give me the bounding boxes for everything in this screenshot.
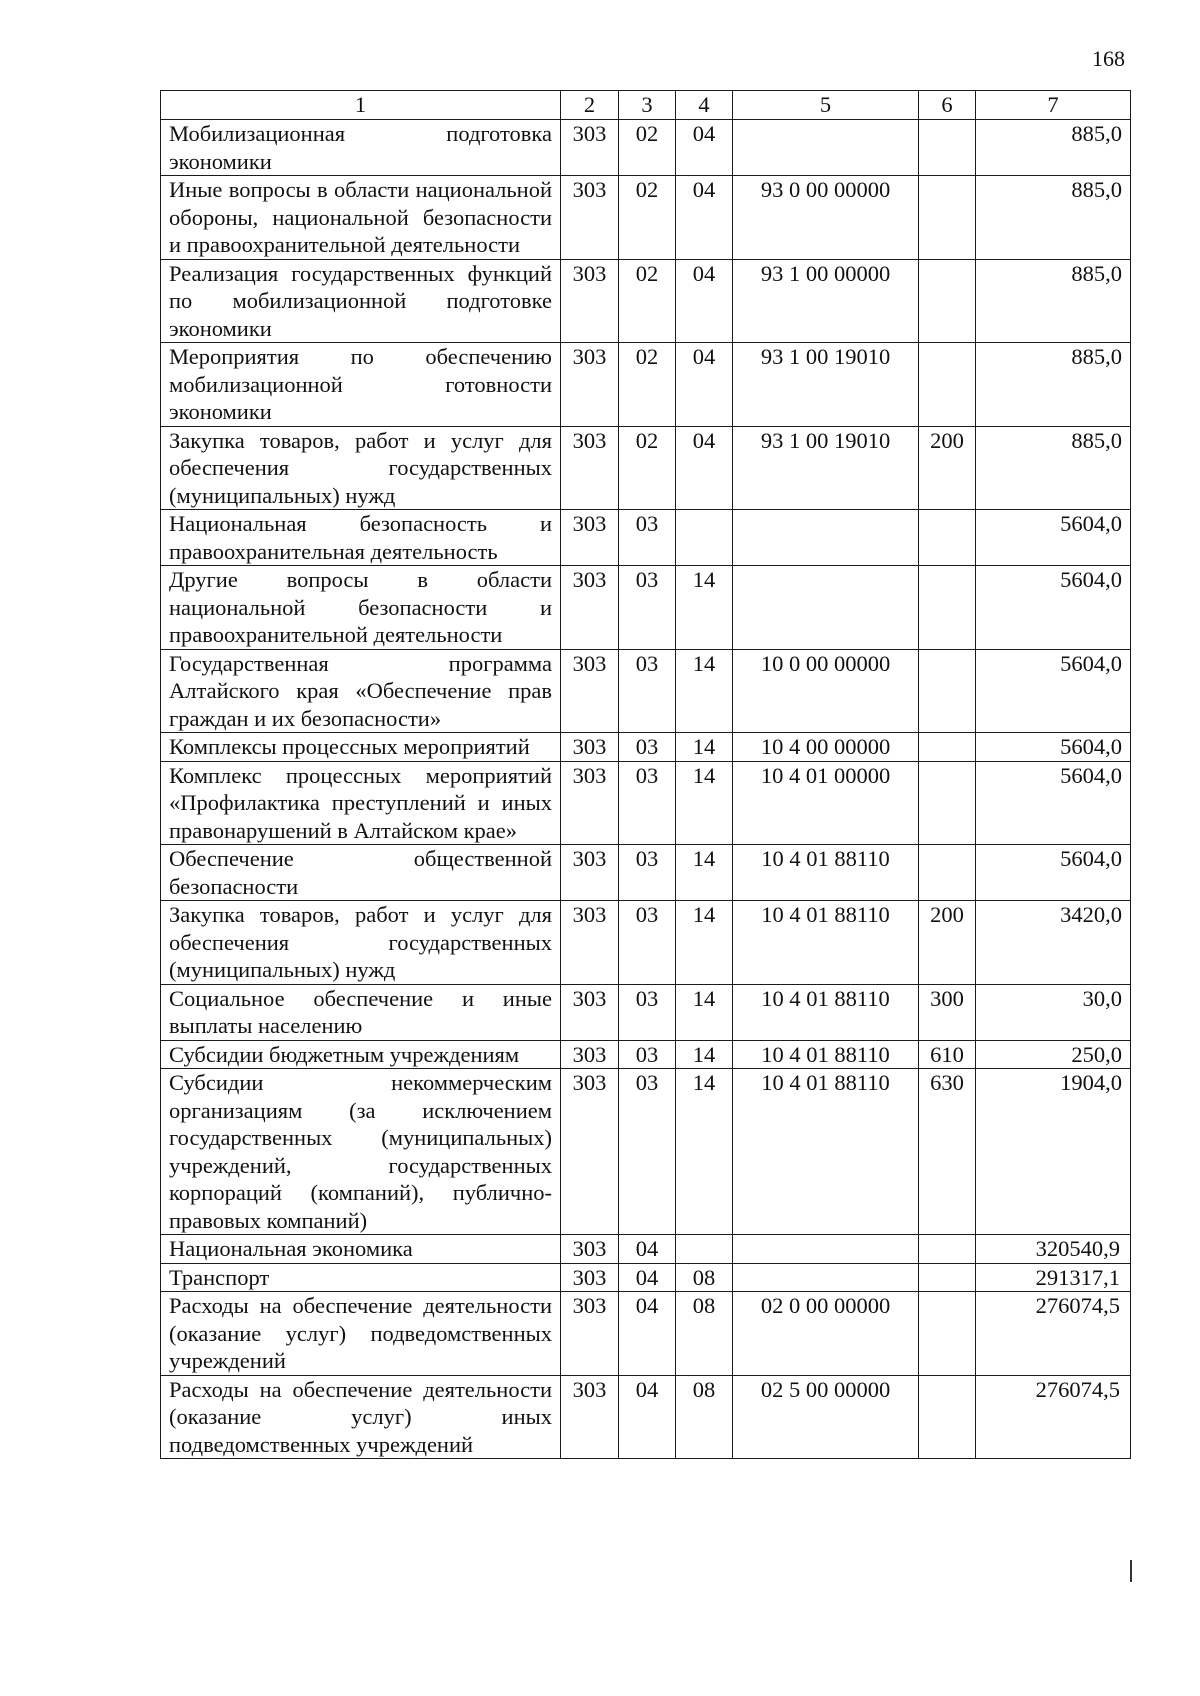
col5-cell — [733, 1263, 919, 1292]
table-row — [161, 984, 1131, 1040]
amount-cell: 250,0 — [976, 1040, 1131, 1069]
col4-cell: 14 — [676, 761, 733, 845]
col2-cell: 303 — [561, 1069, 619, 1235]
col6-cell: 610 — [919, 1040, 976, 1069]
col4-cell: 08 — [676, 1375, 733, 1459]
col6-cell — [919, 845, 976, 901]
col2-cell: 303 — [561, 259, 619, 343]
col4-cell: 04 — [676, 120, 733, 176]
col3-cell: 04 — [619, 1375, 676, 1459]
col6-cell: 300 — [919, 984, 976, 1040]
item-name-cell: Мероприятия по обеспечению мобилизационной готовности экономики — [161, 343, 561, 427]
col4-cell: 14 — [676, 984, 733, 1040]
col4-cell: 04 — [676, 176, 733, 260]
col5-cell: 02 0 00 00000 — [733, 1292, 919, 1376]
table-row — [161, 120, 1131, 176]
column-header-5: 5 — [733, 91, 919, 120]
item-name-cell: Комплекс процессных мероприятий «Профилактика преступлений и иных правонарушений в Алтайском крае» — [161, 761, 561, 845]
col5-cell — [733, 510, 919, 566]
table-row — [161, 176, 1131, 260]
item-name-cell: Государственная программа Алтайского края «Обеспечение прав граждан и их безопасности» — [161, 649, 561, 733]
budget-table — [160, 90, 1131, 1459]
col3-cell: 02 — [619, 343, 676, 427]
col6-cell — [919, 733, 976, 762]
col6-cell — [919, 1263, 976, 1292]
amount-cell: 885,0 — [976, 343, 1131, 427]
table-row — [161, 1263, 1131, 1292]
col4-cell: 14 — [676, 901, 733, 985]
col4-cell: 14 — [676, 566, 733, 650]
col2-cell: 303 — [561, 566, 619, 650]
col3-cell: 03 — [619, 984, 676, 1040]
item-name-cell: Реализация государственных функций по мобилизационной подготовке экономики — [161, 259, 561, 343]
col4-cell — [676, 510, 733, 566]
column-header-7: 7 — [976, 91, 1131, 120]
amount-cell: 320540,9 — [976, 1235, 1131, 1264]
col5-cell: 02 5 00 00000 — [733, 1375, 919, 1459]
col3-cell: 03 — [619, 1040, 676, 1069]
table-row — [161, 566, 1131, 650]
column-header-1: 1 — [161, 91, 561, 120]
col5-cell: 93 0 00 00000 — [733, 176, 919, 260]
amount-cell: 1904,0 — [976, 1069, 1131, 1235]
col2-cell: 303 — [561, 1292, 619, 1376]
col4-cell: 04 — [676, 259, 733, 343]
col4-cell: 14 — [676, 845, 733, 901]
table-row — [161, 510, 1131, 566]
item-name-cell: Национальная безопасность и правоохранительная деятельность — [161, 510, 561, 566]
table-row — [161, 901, 1131, 985]
table-row — [161, 733, 1131, 762]
col6-cell: 200 — [919, 426, 976, 510]
col6-cell — [919, 761, 976, 845]
table-row — [161, 343, 1131, 427]
col6-cell — [919, 1292, 976, 1376]
col6-cell — [919, 649, 976, 733]
amount-cell: 885,0 — [976, 120, 1131, 176]
col6-cell — [919, 566, 976, 650]
column-header-6: 6 — [919, 91, 976, 120]
table-row — [161, 649, 1131, 733]
col5-cell: 10 4 01 88110 — [733, 901, 919, 985]
col3-cell: 03 — [619, 1069, 676, 1235]
table-header-row — [161, 91, 1131, 120]
col3-cell: 03 — [619, 566, 676, 650]
col6-cell — [919, 176, 976, 260]
table-row — [161, 1375, 1131, 1459]
col4-cell: 04 — [676, 343, 733, 427]
table-row — [161, 1292, 1131, 1376]
item-name-cell: Иные вопросы в области национальной обороны, национальной безопасности и правоохранительной деятельности — [161, 176, 561, 260]
amount-cell: 276074,5 — [976, 1375, 1131, 1459]
table-edge-mark — [1130, 1560, 1132, 1582]
col3-cell: 03 — [619, 845, 676, 901]
col4-cell: 14 — [676, 1040, 733, 1069]
item-name-cell: Расходы на обеспечение деятельности (оказание услуг) иных подведомственных учреждений — [161, 1375, 561, 1459]
col6-cell — [919, 259, 976, 343]
col4-cell: 08 — [676, 1263, 733, 1292]
col4-cell: 14 — [676, 1069, 733, 1235]
col2-cell: 303 — [561, 761, 619, 845]
col6-cell — [919, 120, 976, 176]
amount-cell: 5604,0 — [976, 566, 1131, 650]
col5-cell: 10 4 01 88110 — [733, 1069, 919, 1235]
col5-cell: 93 1 00 19010 — [733, 426, 919, 510]
col6-cell — [919, 343, 976, 427]
col5-cell — [733, 566, 919, 650]
col2-cell: 303 — [561, 1235, 619, 1264]
item-name-cell: Мобилизационная подготовка экономики — [161, 120, 561, 176]
item-name-cell: Закупка товаров, работ и услуг для обеспечения государственных (муниципальных) нужд — [161, 426, 561, 510]
amount-cell: 5604,0 — [976, 761, 1131, 845]
page-number: 168 — [1092, 46, 1125, 71]
table-row — [161, 426, 1131, 510]
amount-cell: 3420,0 — [976, 901, 1131, 985]
amount-cell: 291317,1 — [976, 1263, 1131, 1292]
col6-cell: 200 — [919, 901, 976, 985]
item-name-cell: Социальное обеспечение и иные выплаты населению — [161, 984, 561, 1040]
col2-cell: 303 — [561, 901, 619, 985]
col5-cell — [733, 1235, 919, 1264]
col2-cell: 303 — [561, 1040, 619, 1069]
column-header-2: 2 — [561, 91, 619, 120]
col4-cell: 14 — [676, 733, 733, 762]
col5-cell: 10 4 01 00000 — [733, 761, 919, 845]
col5-cell: 10 4 00 00000 — [733, 733, 919, 762]
amount-cell: 5604,0 — [976, 510, 1131, 566]
col6-cell — [919, 1235, 976, 1264]
col3-cell: 02 — [619, 259, 676, 343]
col3-cell: 03 — [619, 733, 676, 762]
col5-cell: 10 4 01 88110 — [733, 845, 919, 901]
col2-cell: 303 — [561, 1263, 619, 1292]
col2-cell: 303 — [561, 733, 619, 762]
col5-cell: 10 0 00 00000 — [733, 649, 919, 733]
col3-cell: 03 — [619, 510, 676, 566]
amount-cell: 30,0 — [976, 984, 1131, 1040]
table-row — [161, 1235, 1131, 1264]
item-name-cell: Обеспечение общественной безопасности — [161, 845, 561, 901]
col3-cell: 04 — [619, 1235, 676, 1264]
item-name-cell: Национальная экономика — [161, 1235, 561, 1264]
col2-cell: 303 — [561, 343, 619, 427]
col3-cell: 03 — [619, 649, 676, 733]
item-name-cell: Транспорт — [161, 1263, 561, 1292]
col2-cell: 303 — [561, 426, 619, 510]
table-row — [161, 1069, 1131, 1235]
col3-cell: 02 — [619, 176, 676, 260]
col3-cell: 04 — [619, 1263, 676, 1292]
column-header-4: 4 — [676, 91, 733, 120]
col4-cell — [676, 1235, 733, 1264]
col3-cell: 02 — [619, 426, 676, 510]
col4-cell: 08 — [676, 1292, 733, 1376]
col3-cell: 03 — [619, 901, 676, 985]
col2-cell: 303 — [561, 984, 619, 1040]
item-name-cell: Субсидии бюджетным учреждениям — [161, 1040, 561, 1069]
table-row — [161, 845, 1131, 901]
col5-cell: 10 4 01 88110 — [733, 984, 919, 1040]
amount-cell: 5604,0 — [976, 733, 1131, 762]
col3-cell: 03 — [619, 761, 676, 845]
amount-cell: 885,0 — [976, 426, 1131, 510]
col2-cell: 303 — [561, 1375, 619, 1459]
col2-cell: 303 — [561, 120, 619, 176]
item-name-cell: Другие вопросы в области национальной безопасности и правоохранительной деятельности — [161, 566, 561, 650]
item-name-cell: Расходы на обеспечение деятельности (оказание услуг) подведомственных учреждений — [161, 1292, 561, 1376]
col6-cell — [919, 510, 976, 566]
amount-cell: 276074,5 — [976, 1292, 1131, 1376]
col5-cell: 10 4 01 88110 — [733, 1040, 919, 1069]
column-header-3: 3 — [619, 91, 676, 120]
col2-cell: 303 — [561, 845, 619, 901]
amount-cell: 885,0 — [976, 176, 1131, 260]
amount-cell: 5604,0 — [976, 649, 1131, 733]
col6-cell: 630 — [919, 1069, 976, 1235]
table-row — [161, 1040, 1131, 1069]
amount-cell: 885,0 — [976, 259, 1131, 343]
col4-cell: 04 — [676, 426, 733, 510]
table-row — [161, 761, 1131, 845]
col5-cell: 93 1 00 19010 — [733, 343, 919, 427]
col2-cell: 303 — [561, 176, 619, 260]
col6-cell — [919, 1375, 976, 1459]
amount-cell: 5604,0 — [976, 845, 1131, 901]
table-row — [161, 259, 1131, 343]
col2-cell: 303 — [561, 510, 619, 566]
col5-cell — [733, 120, 919, 176]
item-name-cell: Комплексы процессных мероприятий — [161, 733, 561, 762]
item-name-cell: Субсидии некоммерческим организациям (за исключением государственных (муниципальных) учреждений, государственных корпораций (компаний), публично-правовых компаний) — [161, 1069, 561, 1235]
col3-cell: 02 — [619, 120, 676, 176]
col2-cell: 303 — [561, 649, 619, 733]
col4-cell: 14 — [676, 649, 733, 733]
col3-cell: 04 — [619, 1292, 676, 1376]
item-name-cell: Закупка товаров, работ и услуг для обеспечения государственных (муниципальных) нужд — [161, 901, 561, 985]
col5-cell: 93 1 00 00000 — [733, 259, 919, 343]
